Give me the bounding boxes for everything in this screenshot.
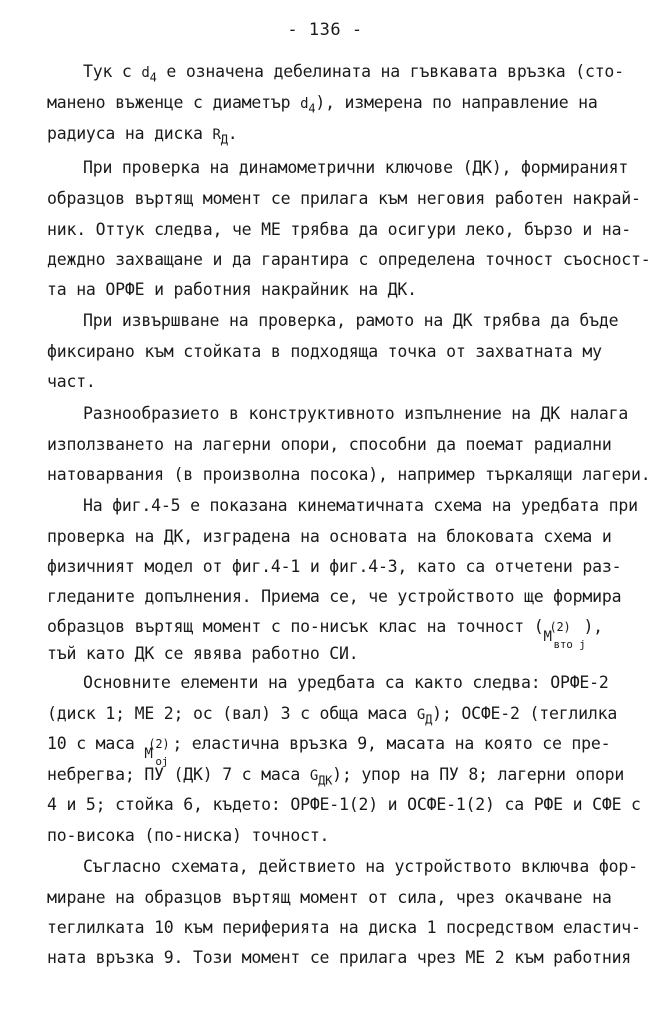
text-line: теглилката 10 към периферията на диска 1 посредством еластич-	[47, 918, 641, 937]
text-span: ),	[583, 617, 603, 636]
text-line: На фиг.4-5 е показана кинематичната схема на уредбата при	[83, 496, 638, 515]
page-number: - 136 -	[287, 20, 363, 40]
text-span: ); ОСФЕ-2 (теглилка	[432, 704, 618, 723]
text-line: Разнообразието в конструктивното изпълнение на ДК налага	[83, 404, 629, 423]
text-line: гледаните допълнения. Приема се, че устройството ще формира	[47, 587, 622, 606]
text-line: При извършване на проверка, рамото на ДК трябва да бъде	[83, 311, 619, 330]
text-line: деждно захващане и да гарантира с определена точност съосност-	[47, 250, 650, 269]
text-line: та на ОРФЕ и работния накрайник на ДК.	[47, 280, 417, 299]
text-line: фиксирано към стойката в подходяща точка от захватната му	[47, 342, 602, 361]
math-symbol: d	[300, 96, 309, 112]
math-symbol: G	[309, 768, 319, 784]
text-span: (диск 1; МЕ 2; ос (вал) 3 с обща маса	[47, 704, 417, 723]
text-span: е означена дебелината на гъвкавата връзка (сто-	[156, 62, 624, 81]
text-line: Основните елементи на уредбата са както следва: ОРФЕ-2	[83, 673, 609, 692]
text-line: миране на образцов въртящ момент от сила, чрез окачване на	[47, 888, 612, 907]
math-superscript: (2)	[148, 736, 170, 751]
text-line: физичният модел от фиг.4-1 и фиг.4-3, като са отчетени раз-	[47, 557, 622, 576]
text-line: тъй като ДК се явява работно СИ.	[47, 644, 359, 663]
text-span: ; еластична връзка 9, масата на която се пре-	[172, 734, 611, 753]
text-span: .	[227, 124, 238, 143]
text-line: ната връзка 9. Този момент се прилага чрез МЕ 2 към работния	[47, 948, 632, 967]
text-span: небрегва; ПУ (ДК) 7 с маса	[47, 765, 310, 784]
math-subscript: 4	[308, 101, 316, 116]
math-subscript: ДК	[318, 773, 333, 788]
text-line	[47, 93, 598, 114]
text-line: образцов въртящ момент се прилага към неговия работен накрай-	[47, 189, 641, 208]
text-line: натоварвания (в произволна посока), например търкалящи лагери.	[47, 465, 650, 484]
text-line: Съгласно схемата, действието на устройството включва фор-	[83, 857, 638, 876]
math-symbol: M	[144, 745, 153, 762]
math-superscript: (2)	[549, 619, 571, 634]
text-line	[47, 124, 237, 145]
text-line: 4 и 5; стойка 6, където: ОРФЕ-1(2) и ОСФЕ-1(2) са РФЕ и СФЕ с	[47, 795, 641, 814]
math-symbol: G	[416, 707, 426, 723]
text-span: Тук с	[83, 62, 142, 81]
math-subscript: 4	[149, 70, 157, 85]
math-expression	[144, 730, 172, 768]
text-span: образцов въртящ момент с по-нисък клас на точност (	[47, 617, 544, 636]
text-span: манено въженце с диаметър	[47, 93, 301, 112]
math-subscript: вто j	[553, 637, 586, 651]
text-line	[47, 611, 603, 651]
text-span: 10 с маса	[47, 734, 145, 753]
math-expression	[543, 613, 586, 651]
math-subscript: oj	[155, 754, 169, 768]
text-line	[47, 765, 624, 786]
text-line	[83, 62, 624, 83]
math-symbol: R	[212, 127, 221, 143]
math-subscript: Д	[220, 132, 228, 147]
text-line: използването на лагерни опори, способни да поемат радиални	[47, 435, 612, 454]
text-span: ); упор на ПУ 8; лагерни опори	[332, 765, 625, 784]
text-line: част.	[47, 372, 96, 391]
text-span: радиуса на диска	[47, 124, 213, 143]
text-line	[47, 704, 617, 725]
text-span: ), измерена по направление на	[315, 93, 598, 112]
text-line: по-висока (по-ниска) точност.	[47, 826, 330, 845]
math-symbol: M	[543, 628, 552, 645]
text-line: ник. Оттук следва, че МЕ трябва да осигури леко, бързо и на-	[47, 220, 632, 239]
text-line: проверка на ДК, изградена на основата на блоковата схема и	[47, 527, 612, 546]
math-symbol: d	[141, 65, 150, 81]
text-line: При проверка на динамометрични ключове (ДК), формираният	[83, 158, 629, 177]
text-line	[47, 728, 611, 768]
math-subscript: Д	[425, 712, 433, 727]
